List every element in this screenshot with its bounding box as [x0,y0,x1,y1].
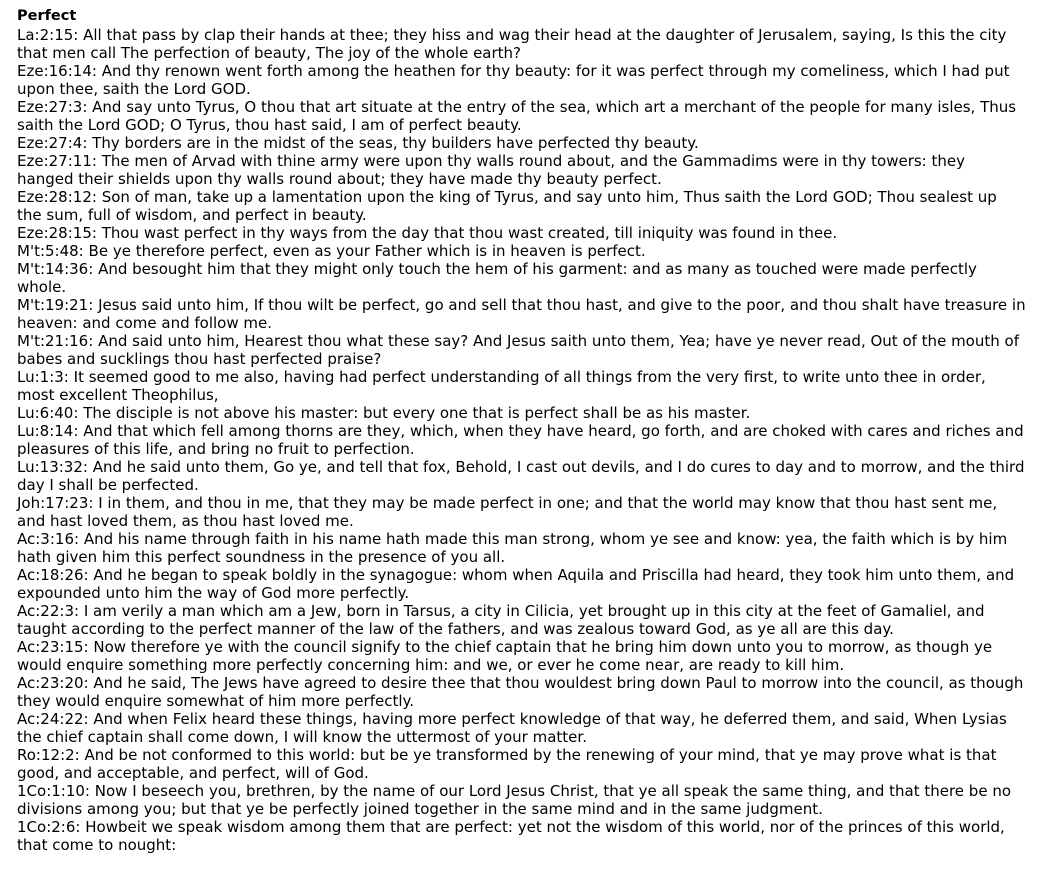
verse-entry [17,134,1026,152]
verse-reference: Ac:18:26: [17,566,89,584]
verse-reference: Ac:3:16: [17,530,80,548]
verse-reference: Ac:23:15: [17,638,89,656]
verse-reference: Lu:8:14: [17,422,79,440]
verse-text: Howbeit we speak wisdom among them that are perfect: yet not the wisdom of this world, nor of the princes of this world, that come to nought: [17,818,1005,854]
verse-text: And he said, The Jews have agreed to desire thee that thou wouldest bring down Paul to morrow into the council, as though they would enquire somewhat of him more perfectly. [17,674,1024,710]
verse-reference: Eze:28:12: [17,188,97,206]
verse-reference: Eze:16:14: [17,62,97,80]
verse-text: The disciple is not above his master: but every one that is perfect shall be as his master. [83,404,751,422]
verse-text: Now therefore ye with the council signify to the chief captain that he bring him down unto you to morrow, as though ye would enquire something more perfectly concerning him: and we, or ever he come near, are ready to kill him. [17,638,993,674]
verse-entry [17,188,1026,224]
verse-entry [17,638,1026,674]
verse-reference: 1Co:2:6: [17,818,81,836]
verse-entry [17,566,1026,602]
verse-entry [17,368,1026,404]
verse-reference: M't:14:36: [17,260,94,278]
verse-text: I am verily a man which am a Jew, born in Tarsus, a city in Cilicia, yet brought up in this city at the feet of Gamaliel, and taught according to the perfect manner of the law of the fathers, and was zealous toward God, as ye all are this day. [17,602,985,638]
verse-reference: Ac:23:20: [17,674,89,692]
verse-reference: 1Co:1:10: [17,782,90,800]
verse-entry [17,458,1026,494]
verse-reference: Eze:27:4: [17,134,88,152]
verse-reference: La:2:15: [17,26,79,44]
verse-reference: Ac:22:3: [17,602,80,620]
verse-reference: Ac:24:22: [17,710,89,728]
verse-reference: Lu:1:3: [17,368,69,386]
verse-text: All that pass by clap their hands at thee; they hiss and wag their head at the daughter of Jerusalem, saying, Is this the city that men call The perfection of beauty, The joy of the whole earth? [17,26,1007,62]
verse-text: And that which fell among thorns are they, which, when they have heard, go forth, and are choked with cares and riches and pleasures of this life, and bring no fruit to perfection. [17,422,1024,458]
verse-entry [17,422,1026,458]
verse-entry [17,224,1026,242]
verse-text: Son of man, take up a lamentation upon the king of Tyrus, and say unto him, Thus saith the Lord GOD; Thou sealest up the sum, full of wisdom, and perfect in beauty. [17,188,997,224]
verse-reference: Eze:28:15: [17,224,97,242]
verse-reference: M't:19:21: [17,296,94,314]
verse-entry [17,62,1026,98]
verse-text: It seemed good to me also, having had perfect understanding of all things from the very first, to write unto thee in order, most excellent Theophilus, [17,368,986,404]
verse-text: Thy borders are in the midst of the seas, thy builders have perfected thy beauty. [92,134,699,152]
verse-entry [17,674,1026,710]
verse-reference: M't:21:16: [17,332,94,350]
verse-text: And his name through faith in his name hath made this man strong, whom ye see and know: yea, the faith which is by him hath given him this perfect soundness in the presence of you all. [17,530,1008,566]
verse-reference: Ro:12:2: [17,746,80,764]
verse-reference: Lu:13:32: [17,458,88,476]
verse-entry [17,260,1026,296]
verse-list [17,26,1026,854]
verse-text: Now I beseech you, brethren, by the name of our Lord Jesus Christ, that ye all speak the same thing, and that there be no divisions among you; but that ye be perfectly joined together in the same mind and in the same judgment. [17,782,1012,818]
verse-entry [17,602,1026,638]
verse-text: And when Felix heard these things, having more perfect knowledge of that way, he deferred them, and said, When Lysias the chief captain shall come down, I will know the uttermost of your matter. [17,710,1007,746]
verse-entry [17,710,1026,746]
verse-reference: M't:5:48: [17,242,84,260]
verse-text: Be ye therefore perfect, even as your Father which is in heaven is perfect. [88,242,646,260]
verse-text: And he said unto them, Go ye, and tell that fox, Behold, I cast out devils, and I do cures to day and to morrow, and the third day I shall be perfected. [17,458,1025,494]
page-title: Perfect [17,8,77,24]
verse-text: And besought him that they might only touch the hem of his garment: and as many as touched were made perfectly whole. [17,260,977,296]
verse-text: Jesus said unto him, If thou wilt be perfect, go and sell that thou hast, and give to the poor, and thou shalt have treasure in heaven: and come and follow me. [17,296,1026,332]
verse-text: And say unto Tyrus, O thou that art situate at the entry of the sea, which art a merchant of the people for many isles, Thus saith the Lord GOD; O Tyrus, thou hast said, I am of perfect beauty. [17,98,1017,134]
verse-reference: Lu:6:40: [17,404,79,422]
verse-entry [17,152,1026,188]
verse-entry [17,26,1026,62]
verse-entry [17,782,1026,818]
verse-entry [17,494,1026,530]
verse-entry [17,332,1026,368]
verse-text: And thy renown went forth among the heathen for thy beauty: for it was perfect through my comeliness, which I had put upon thee, saith the Lord GOD. [17,62,1010,98]
verse-entry [17,530,1026,566]
verse-entry [17,242,1026,260]
verse-text: And be not conformed to this world: but be ye transformed by the renewing of your mind, that ye may prove what is that good, and acceptable, and perfect, will of God. [17,746,997,782]
verse-reference: Joh:17:23: [17,494,94,512]
verse-entry [17,404,1026,422]
verse-reference: Eze:27:3: [17,98,88,116]
verse-entry [17,746,1026,782]
verse-text: The men of Arvad with thine army were upon thy walls round about, and the Gammadims were in thy towers: they hanged their shields upon thy walls round about; they have made thy beauty perfect. [17,152,966,188]
verse-text: I in them, and thou in me, that they may be made perfect in one; and that the world may know that thou hast sent me, and hast loved them, as thou hast loved me. [17,494,998,530]
verse-entry [17,296,1026,332]
verse-entry [17,818,1026,854]
verse-text: Thou wast perfect in thy ways from the day that thou wast created, till iniquity was found in thee. [101,224,838,242]
verse-entry [17,98,1026,134]
verse-text: And he began to speak boldly in the synagogue: whom when Aquila and Priscilla had heard, they took him unto them, and expounded unto him the way of God more perfectly. [17,566,1015,602]
verse-reference: Eze:27:11: [17,152,97,170]
verse-text: And said unto him, Hearest thou what these say? And Jesus saith unto them, Yea; have ye never read, Out of the mouth of babes and sucklings thou hast perfected praise? [17,332,1019,368]
